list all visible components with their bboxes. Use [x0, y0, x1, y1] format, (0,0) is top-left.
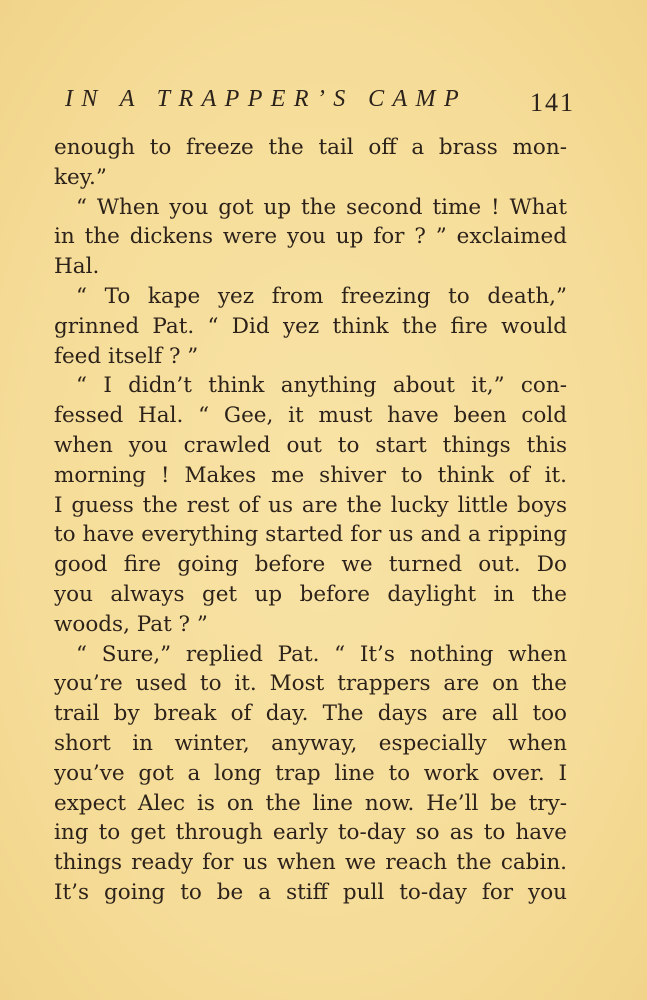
text-line: key.”: [54, 164, 107, 190]
text-line: enough to freeze the tail off a brass mon-: [54, 135, 567, 160]
text-line: It’s going to be a stiff pull to-day for you: [54, 879, 567, 905]
chapter-running-title: IN A TRAPPER’S CAMP: [65, 86, 468, 112]
body-text: [54, 133, 567, 908]
text-line: morning ! Makes me shiver to think of it.: [54, 462, 567, 488]
text-line: “ Sure,” replied Pat. “ It’s nothing when: [76, 641, 567, 667]
running-head: [55, 86, 575, 122]
text-line: you always get up before daylight in the: [54, 581, 567, 607]
text-line: ing to get through early to-day so as to have: [54, 820, 567, 846]
text-line: in the dickens were you up for ? ” exclaimed: [54, 224, 567, 250]
text-line: grinned Pat. “ Did yez think the fire would: [54, 313, 567, 339]
text-line: woods, Pat ? ”: [54, 611, 208, 637]
text-line: fessed Hal. “ Gee, it must have been cold: [54, 403, 567, 429]
text-line: good fire going before we turned out. Do: [54, 552, 567, 578]
text-line: “ I didn’t think anything about it,” con-: [76, 373, 567, 399]
text-line: Hal.: [54, 254, 100, 280]
page-number: 141: [530, 88, 575, 117]
text-line: to have everything started for us and a ripping: [54, 522, 567, 548]
text-line: trail by break of day. The days are all too: [54, 701, 567, 727]
text-line: you’re used to it. Most trappers are on the: [54, 671, 567, 697]
text-line: feed itself ? ”: [54, 343, 199, 369]
text-line: short in winter, anyway, especially when: [54, 730, 567, 756]
text-line: when you crawled out to start things this: [54, 432, 567, 458]
text-line: things ready for us when we reach the cabin.: [54, 850, 567, 876]
text-line: “ To kape yez from freezing to death,”: [76, 283, 567, 309]
text-line: expect Alec is on the line now. He’ll be try-: [54, 790, 567, 816]
text-line: I guess the rest of us are the lucky little boys: [54, 492, 567, 518]
text-line: you’ve got a long trap line to work over. I: [54, 760, 567, 786]
text-line: “ When you got up the second time ! What: [76, 194, 567, 220]
